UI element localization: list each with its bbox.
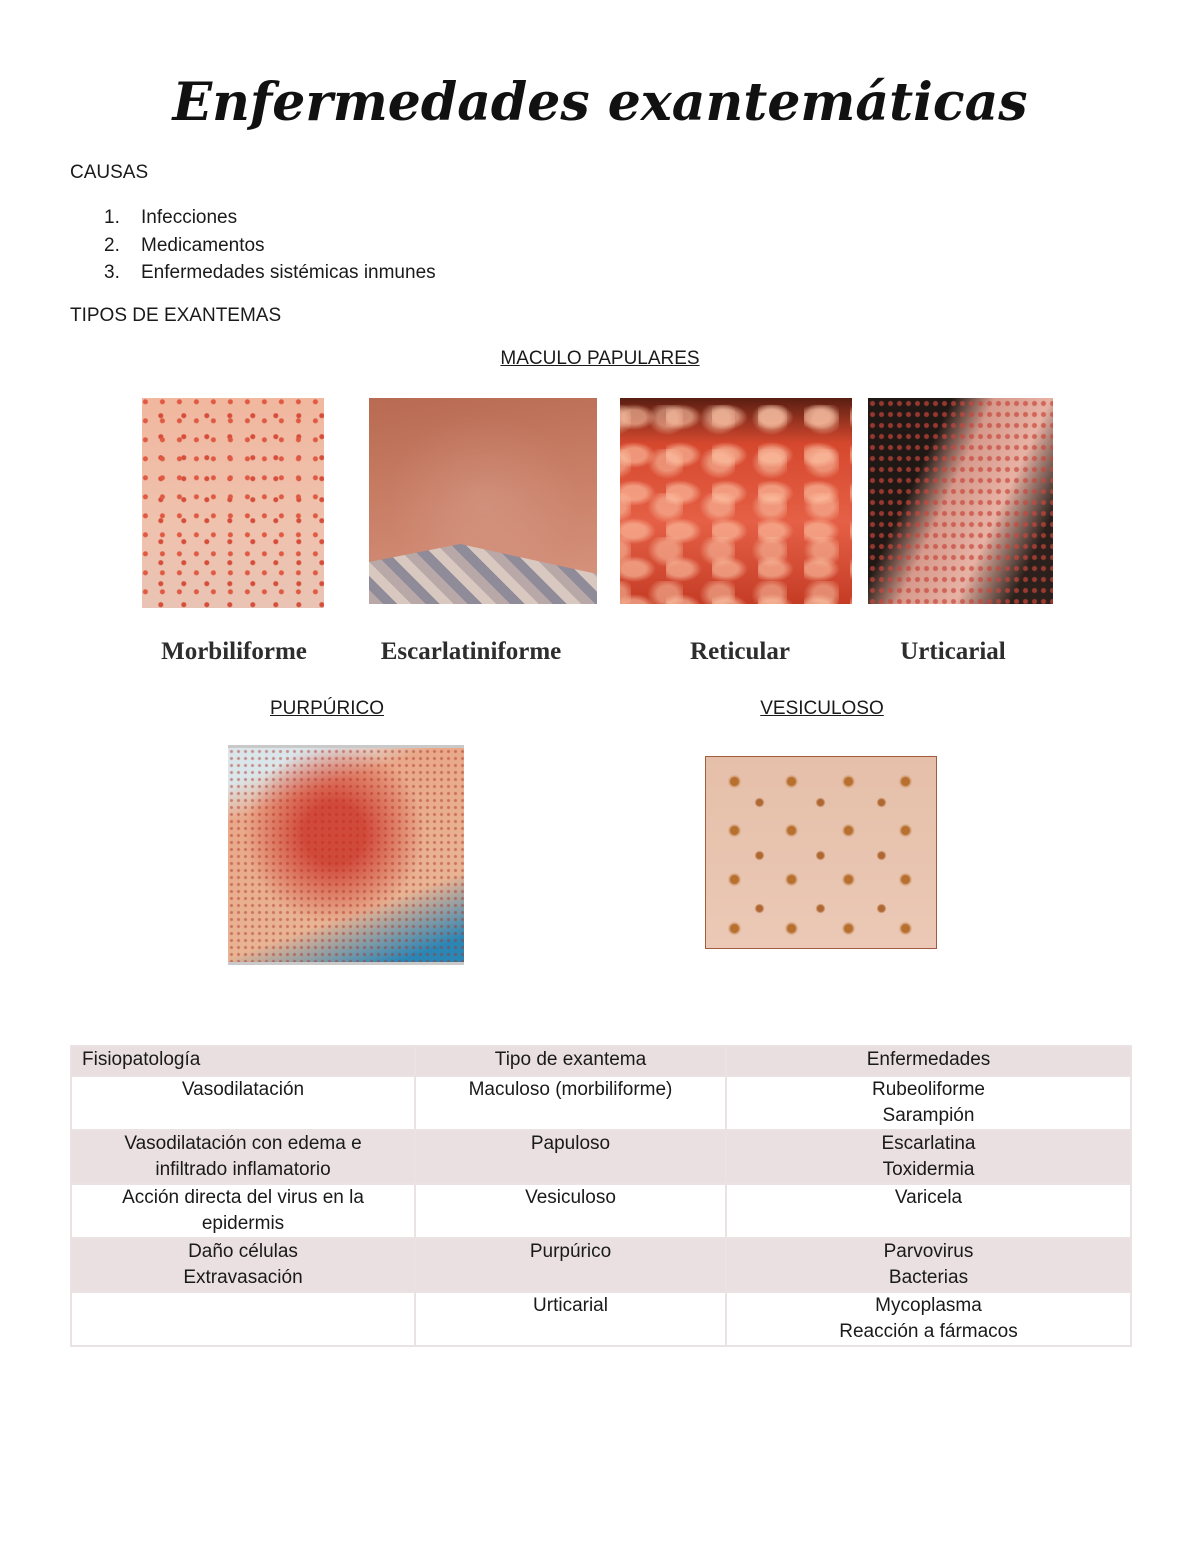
cell-tipo: Urticarial <box>415 1292 726 1346</box>
table-row <box>71 1076 1131 1130</box>
morbiliforme-caption: Morbiliforme <box>161 638 307 665</box>
cell-line: Bacterias <box>888 1267 969 1288</box>
list-number: 3. <box>104 262 120 283</box>
morbiliforme-photo <box>142 398 324 608</box>
cell-tipo: Vesiculoso <box>415 1184 726 1238</box>
urticarial-photo <box>868 398 1053 604</box>
cell-tipo: Papuloso <box>415 1130 726 1184</box>
table-row <box>71 1184 1131 1238</box>
cell-line: Parvovirus <box>883 1241 974 1262</box>
header-enfermedades: Enfermedades <box>726 1046 1131 1076</box>
cell-line: Extravasación <box>183 1267 303 1288</box>
cell-line: epidermis <box>201 1213 285 1234</box>
cell-line: Sarampión <box>882 1105 975 1126</box>
vesiculoso-photo <box>705 756 937 949</box>
cell-line: Rubeoliforme <box>872 1079 985 1100</box>
cell-enfermedades <box>726 1130 1131 1184</box>
cell-enfermedades <box>726 1184 1131 1238</box>
cell-tipo: Maculoso (morbiliforme) <box>415 1076 726 1130</box>
purpurico-photo <box>228 745 464 965</box>
list-text: Enfermedades sistémicas inmunes <box>141 262 436 283</box>
cell-enfermedades <box>726 1238 1131 1292</box>
list-item <box>104 259 436 287</box>
cell-fisiopatologia <box>71 1292 415 1346</box>
reticular-caption: Reticular <box>690 638 790 665</box>
list-text: Infecciones <box>141 207 238 228</box>
escarlatiniforme-photo <box>369 398 597 604</box>
cell-enfermedades <box>726 1292 1131 1346</box>
urticarial-caption: Urticarial <box>900 638 1006 665</box>
cell-line: Varicela <box>894 1187 963 1208</box>
purpurico-title: PURPÚRICO <box>269 698 384 719</box>
cell-fisiopatologia <box>71 1184 415 1238</box>
exanthem-table <box>70 1045 1132 1347</box>
header-tipo-exantema: Tipo de exantema <box>415 1046 726 1076</box>
cell-line: Acción directa del virus en la <box>122 1187 364 1208</box>
cell-line: Toxidermia <box>882 1159 975 1180</box>
list-item <box>104 232 436 260</box>
list-number: 2. <box>104 234 120 256</box>
vesiculoso-title: VESICULOSO <box>760 698 884 719</box>
cell-line: Vasodilatación <box>181 1079 305 1100</box>
cell-line: infiltrado inflamatorio <box>155 1159 331 1180</box>
types-heading: TIPOS DE EXANTEMAS <box>70 305 282 326</box>
cloth-pattern <box>369 544 597 604</box>
cell-fisiopatologia <box>71 1076 415 1130</box>
cell-line: Reacción a fármacos <box>839 1321 1018 1342</box>
maculo-papulares-title: MACULO PAPULARES <box>500 348 700 369</box>
causes-heading: CAUSAS <box>70 162 149 183</box>
table-row <box>71 1238 1131 1292</box>
cell-line: Escarlatina <box>881 1133 976 1154</box>
table-row <box>71 1130 1131 1184</box>
cell-fisiopatologia <box>71 1238 415 1292</box>
causes-list <box>104 204 436 287</box>
cell-line: Mycoplasma <box>875 1295 982 1316</box>
table-row <box>71 1292 1131 1346</box>
cell-line: Daño células <box>188 1241 298 1262</box>
table-header-row <box>71 1046 1131 1076</box>
cell-fisiopatologia <box>71 1130 415 1184</box>
cell-line: Vasodilatación con edema e <box>124 1133 362 1154</box>
reticular-photo <box>620 398 852 604</box>
list-number: 1. <box>104 207 120 228</box>
cell-tipo: Purpúrico <box>415 1238 726 1292</box>
escarlatiniforme-caption: Escarlatiniforme <box>380 638 562 665</box>
cell-enfermedades <box>726 1076 1131 1130</box>
header-fisiopatologia: Fisiopatología <box>71 1046 415 1076</box>
list-item <box>104 204 436 232</box>
page-title: Enfermedades exantemáticas <box>172 72 1028 133</box>
list-text: Medicamentos <box>141 234 265 256</box>
